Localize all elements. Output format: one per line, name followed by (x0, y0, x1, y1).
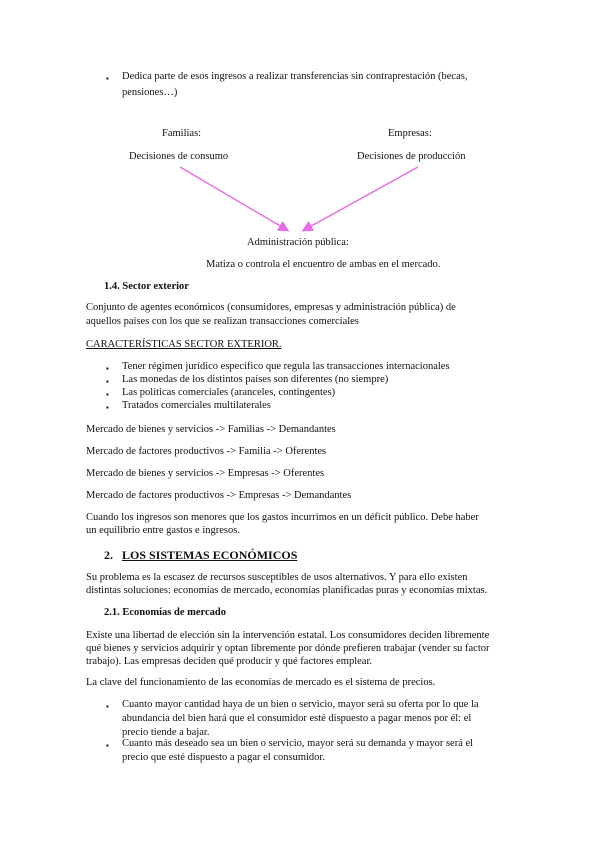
section-1-4-para-line1: Conjunto de agentes económicos (consumidores, empresas y administración pública) de (86, 302, 456, 313)
market-line: Mercado de factores productivos -> Empresas -> Demandantes (86, 490, 352, 501)
bullet-icon: ▪ (106, 364, 109, 373)
price-bullet-line: abundancia del bien hará que el consumidor esté dispuesto a pagar menos por él: el (122, 713, 472, 724)
bullet-icon: ▪ (106, 702, 109, 711)
market-line: Mercado de bienes y servicios -> Familias -> Demandantes (86, 424, 336, 435)
admin-title: Administración pública: (247, 237, 349, 248)
price-bullet-line: Cuanto más deseado sea un bien o servicio, mayor será su demanda y mayor será el (122, 738, 474, 749)
characteristic-item: Tratados comerciales multilaterales (122, 400, 271, 411)
families-desc: Decisiones de consumo (129, 151, 229, 162)
deficit-line2: un equilibrio entre gastos e ingresos. (86, 525, 240, 536)
prices-intro: La clave del funcionamiento de las economías de mercado es el sistema de precios. (86, 677, 436, 688)
families-title: Familias: (162, 128, 202, 139)
section-2-number: 2. (104, 548, 113, 562)
market-line: Mercado de bienes y servicios -> Empresas -> Oferentes (86, 468, 325, 479)
section-2-para-line2: distintas soluciones: economías de mercado, economías planificadas puras y economías mixtas. (86, 585, 488, 596)
bullet-icon: ▪ (106, 74, 109, 83)
section-2-1-para-line: qué bienes y servicios adquirir y optan libremente por dónde prefieren trabajar (vender su factor (86, 643, 490, 654)
characteristic-item: Las monedas de los distintos países son diferentes (no siempre) (122, 374, 389, 385)
intro-bullet-line2: pensiones…) (122, 87, 178, 98)
section-2-heading: LOS SISTEMAS ECONÓMICOS (122, 548, 298, 562)
bullet-icon: ▪ (106, 390, 109, 399)
section-2-1-para-line: Existe una libertad de elección sin la intervención estatal. Los consumidores deciden libremente (86, 630, 490, 641)
section-2-1-para-line: trabajo). Las empresas deciden qué producir y qué factores emplear. (86, 656, 373, 667)
intro-bullet-line1: Dedica parte de esos ingresos a realizar transferencias sin contraprestación (becas, (122, 71, 468, 82)
section-2-para-line1: Su problema es la escasez de recursos susceptibles de usos alternativos. Y para ello existen (86, 572, 468, 583)
arrow-families-to-admin (180, 167, 287, 230)
bullet-icon: ▪ (106, 741, 109, 750)
price-bullet-line: Cuanto mayor cantidad haya de un bien o servicio, mayor será su oferta por lo que la (122, 699, 479, 710)
admin-desc: Matiza o controla el encuentro de ambas en el mercado. (206, 259, 441, 270)
bullet-icon: ▪ (106, 377, 109, 386)
section-1-4-heading: 1.4. Sector exterior (104, 281, 189, 292)
section-1-4-para-line2: aquellos países con los que se realizan transacciones comerciales (86, 316, 359, 327)
arrow-companies-to-admin (304, 167, 418, 230)
companies-title: Empresas: (388, 128, 432, 139)
characteristic-item: Las políticas comerciales (aranceles, contingentes) (122, 387, 336, 398)
deficit-line1: Cuando los ingresos son menores que los gastos incurrimos en un déficit público. Debe haber (86, 512, 479, 523)
price-bullet-line: precio que esté dispuesto a pagar el consumidor. (122, 752, 325, 763)
bullet-icon: ▪ (106, 403, 109, 412)
price-bullet-line: precio tiende a bajar. (122, 727, 210, 738)
characteristic-item: Tener régimen jurídico específico que regula las transacciones internacionales (122, 361, 450, 372)
section-2-1-heading: 2.1. Economías de mercado (104, 607, 227, 618)
characteristics-heading: CARACTERÍSTICAS SECTOR EXTERIOR. (86, 339, 282, 350)
companies-desc: Decisiones de producción (357, 151, 466, 162)
market-line: Mercado de factores productivos -> Familia -> Oferentes (86, 446, 327, 457)
